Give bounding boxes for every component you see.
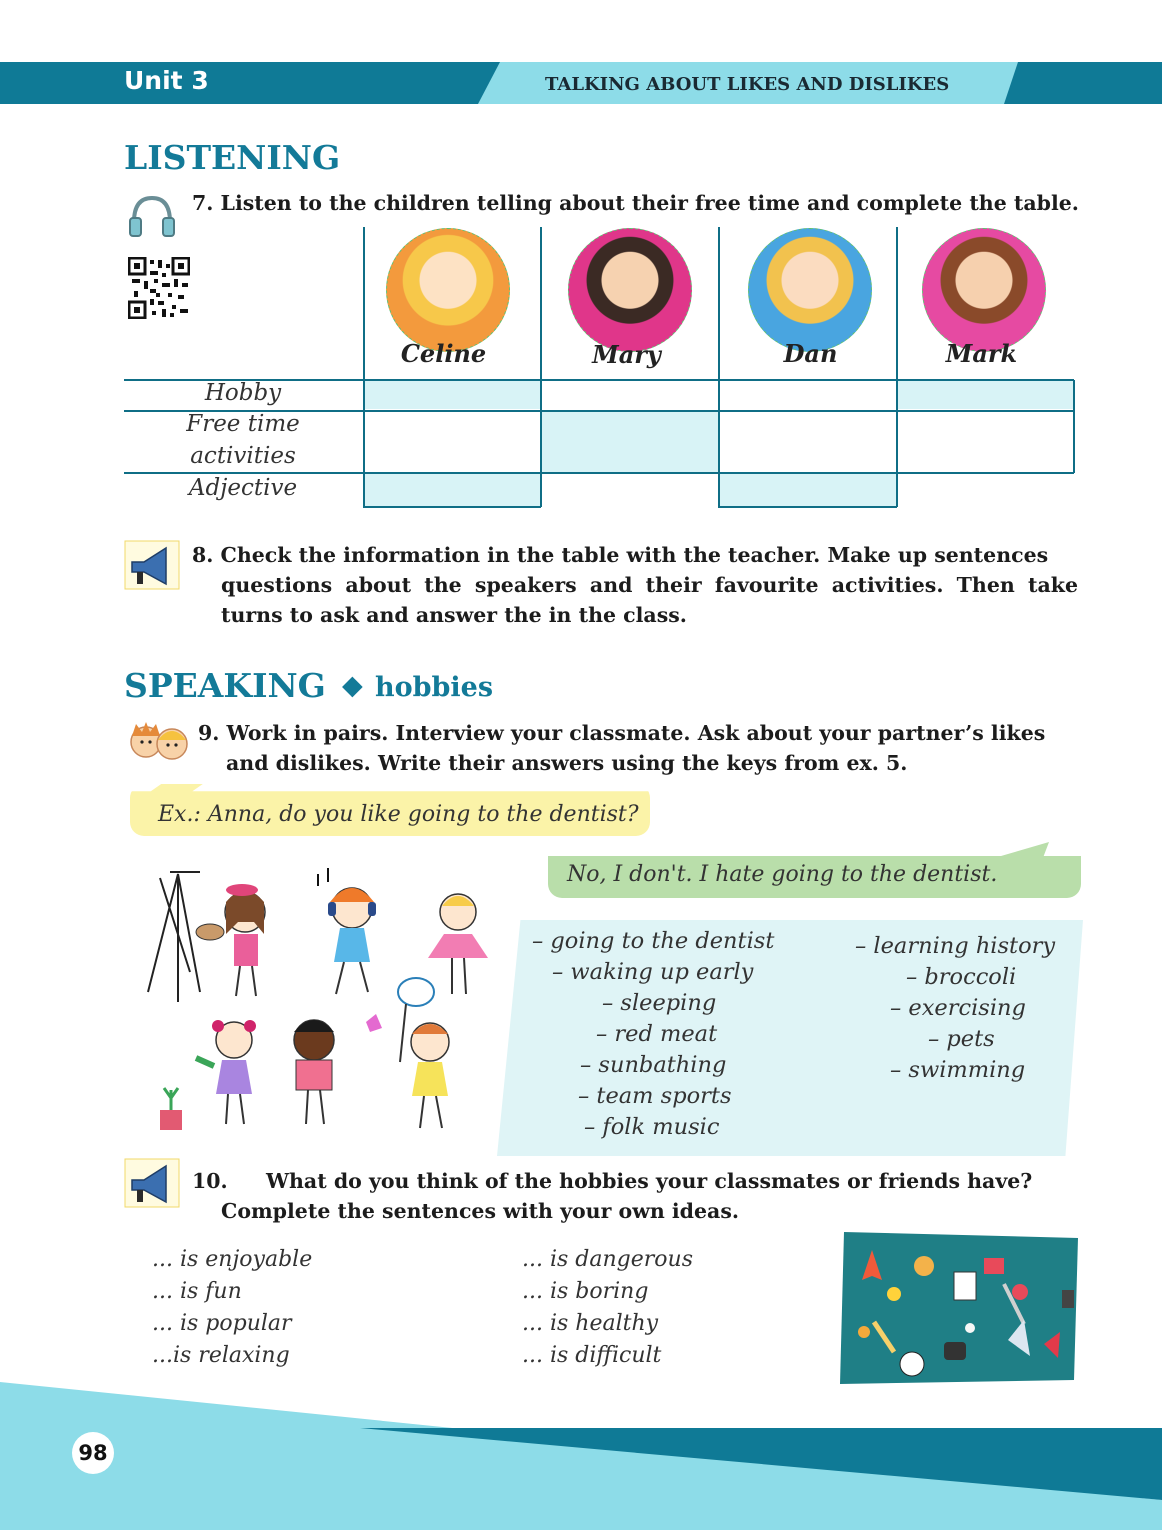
adjective-prompt: ...is relaxing: [152, 1343, 290, 1368]
key-item: – red meat: [596, 1021, 718, 1047]
speaking-subheading: hobbies: [375, 672, 494, 703]
diamond-bullet: ◆: [342, 670, 363, 701]
key-item: – folk music: [584, 1114, 720, 1140]
key-item: – going to the dentist: [532, 928, 775, 954]
adjective-prompt: ... is popular: [152, 1311, 292, 1336]
footer-band: [0, 1380, 1162, 1530]
table-rule: [363, 506, 541, 508]
unit-title: TALKING ABOUT LIKES AND DISLIKES: [545, 74, 950, 95]
adjective-prompt: ... is difficult: [522, 1343, 662, 1368]
task-8-line-3: turns to ask and answer the in the class.: [221, 603, 687, 627]
task-10-line-1: What do you think of the hobbies your classmates or friends have?: [266, 1169, 1033, 1193]
task-9-line-2: and dislikes. Write their answers using the keys from ex. 5.: [226, 751, 908, 775]
key-item: – waking up early: [552, 959, 754, 985]
hobbies-kids-illustration: [130, 862, 500, 1144]
answer-cell[interactable]: [364, 380, 540, 409]
key-item: – team sports: [578, 1083, 732, 1109]
page-number: 98: [72, 1432, 114, 1474]
table-divider: [718, 380, 720, 507]
mary-avatar: [568, 228, 692, 352]
table-rule: [124, 472, 1074, 474]
row-label-free-time: Free time: [186, 411, 300, 437]
adjective-prompt: ... is healthy: [522, 1311, 659, 1336]
speaking-heading: SPEAKING: [124, 666, 326, 705]
task-8-line-2: questions about the speakers and their favourite activities. Then take: [221, 573, 1078, 597]
listening-heading: LISTENING: [124, 138, 341, 177]
row-label-adjective: Adjective: [188, 475, 298, 501]
column-name-dan: Dan: [783, 339, 838, 368]
headphones-icon: [126, 192, 178, 240]
task-10-number: 10.: [192, 1169, 228, 1193]
table-divider: [363, 380, 365, 507]
task-10-line-2: Complete the sentences with your own ideas.: [221, 1199, 740, 1223]
key-item: – pets: [928, 1026, 995, 1052]
task-8-line-1: 8. Check the information in the table with the teacher. Make up sentences: [192, 543, 1049, 567]
task-7-instruction: 7. Listen to the children telling about their free time and complete the table.: [192, 191, 1079, 215]
column-name-celine: Celine: [400, 339, 487, 368]
adjective-prompt: ... is boring: [522, 1279, 649, 1304]
column-name-mary: Mary: [592, 340, 661, 369]
answer-cell[interactable]: [364, 473, 540, 507]
key-item: – swimming: [890, 1057, 1026, 1083]
table-divider: [540, 380, 542, 507]
key-item: – sunbathing: [580, 1052, 727, 1078]
table-divider: [896, 380, 898, 507]
row-label-hobby: Hobby: [204, 380, 282, 406]
key-item: – broccoli: [906, 964, 1017, 990]
adjective-prompt: ... is fun: [152, 1279, 242, 1304]
megaphone-icon: [124, 1158, 180, 1208]
answer-cell[interactable]: [541, 411, 718, 472]
row-label-activities: activities: [190, 443, 296, 469]
key-item: – learning history: [855, 933, 1056, 959]
table-rule: [718, 506, 897, 508]
kids-pair-icon: [126, 716, 192, 764]
answer-cell[interactable]: [897, 380, 1074, 409]
example-question: Ex.: Anna, do you like going to the dentist?: [158, 802, 639, 827]
celine-avatar: [386, 228, 510, 352]
adjective-prompt: ... is dangerous: [522, 1247, 693, 1272]
task-9-line-1: 9. Work in pairs. Interview your classmate. Ask about your partner’s likes: [198, 721, 1046, 745]
hobby-icons-image: [834, 1232, 1078, 1384]
column-name-mark: Mark: [945, 339, 1018, 368]
table-divider: [718, 227, 720, 381]
unit-label: Unit 3: [124, 66, 209, 95]
example-answer: No, I don't. I hate going to the dentist.: [567, 862, 998, 887]
dan-avatar: [748, 228, 872, 352]
answer-cell[interactable]: [719, 473, 896, 507]
mark-avatar: [922, 228, 1046, 352]
key-item: – sleeping: [602, 990, 717, 1016]
key-item: – exercising: [890, 995, 1026, 1021]
qr-code-icon[interactable]: [128, 257, 190, 319]
table-divider: [1073, 380, 1075, 473]
adjective-prompt: ... is enjoyable: [152, 1247, 313, 1272]
megaphone-icon: [124, 540, 180, 590]
